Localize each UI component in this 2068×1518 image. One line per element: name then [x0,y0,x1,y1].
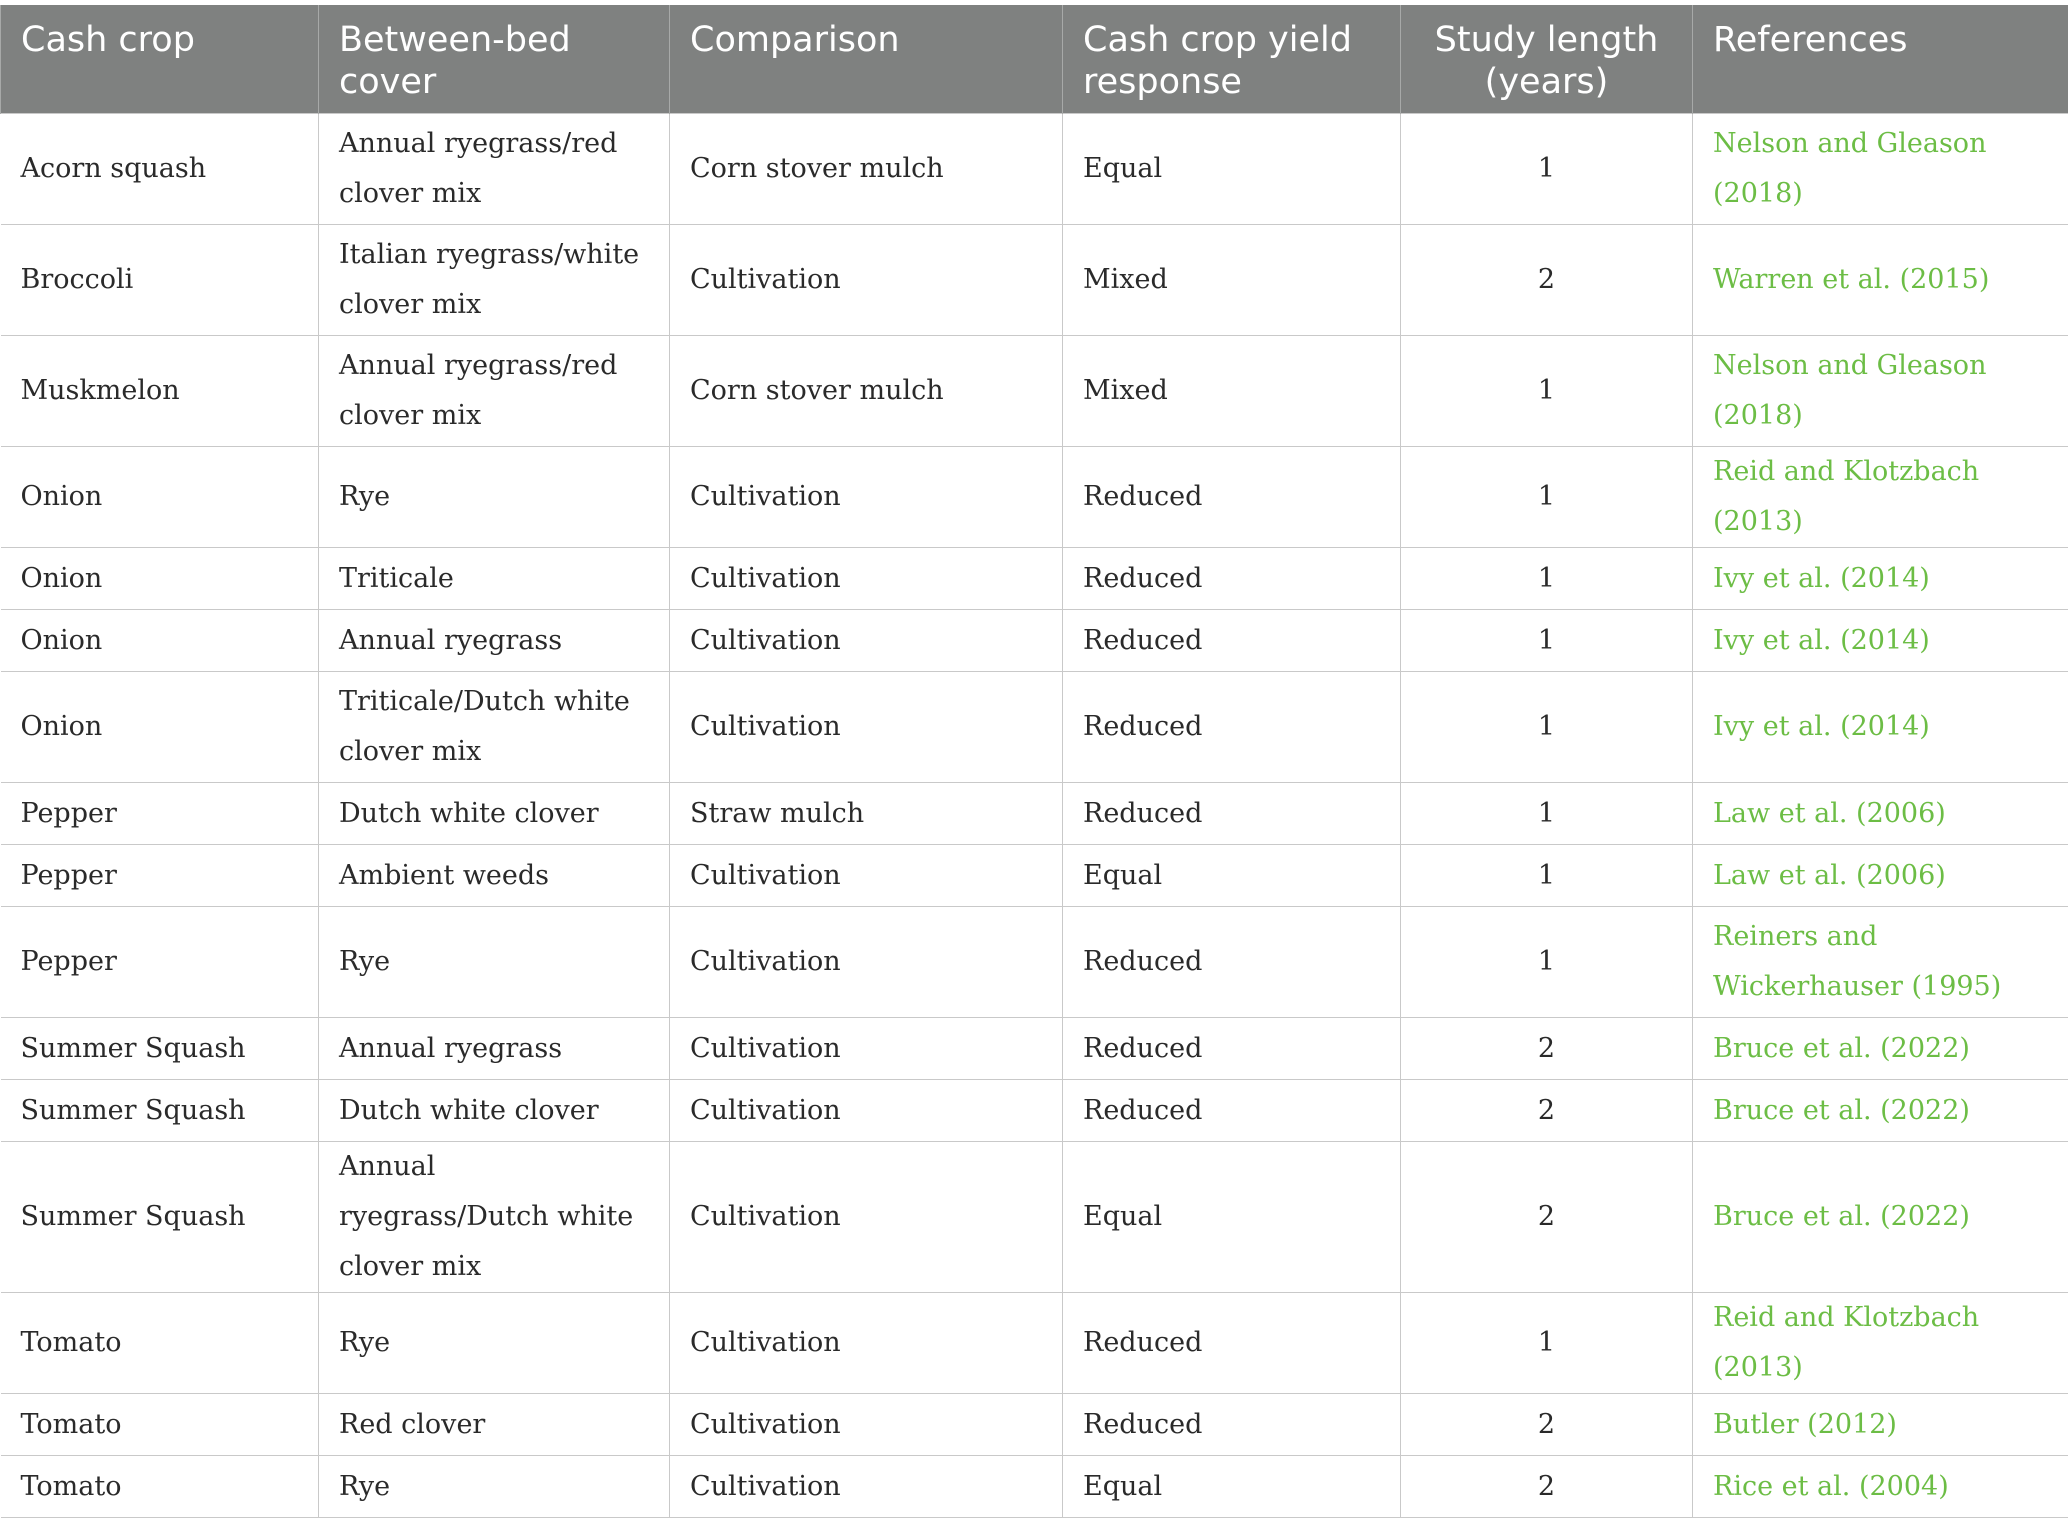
reference-link[interactable]: Rice et al. (2004) [1693,1456,2068,1518]
table-row [1,225,2068,336]
cell-comparison: Cultivation [670,845,1063,907]
cell-yield-response: Reduced [1063,610,1401,672]
cell-cash-crop: Tomato [1,1456,319,1518]
cell-between-bed-cover: Rye [319,907,670,1018]
cell-comparison: Cultivation [670,1293,1063,1394]
cell-between-bed-cover: Annual ryegrass/red clover mix [319,114,670,225]
cell-cash-crop: Summer Squash [1,1018,319,1080]
header-study-length: Study length (years) [1401,5,1693,114]
cell-cash-crop: Muskmelon [1,336,319,447]
reference-link[interactable]: Law et al. (2006) [1693,783,2068,845]
table-row [1,783,2068,845]
cell-between-bed-cover: Annual ryegrass [319,610,670,672]
cell-cash-crop: Onion [1,548,319,610]
cell-cash-crop: Tomato [1,1394,319,1456]
header-row [1,5,2068,114]
cell-study-length: 1 [1401,783,1693,845]
cell-yield-response: Reduced [1063,1394,1401,1456]
cell-yield-response: Reduced [1063,672,1401,783]
cell-cash-crop: Onion [1,610,319,672]
data-table-container [0,5,2068,1518]
reference-link[interactable]: Bruce et al. (2022) [1693,1080,2068,1142]
reference-link[interactable]: Nelson and Gleason (2018) [1693,336,2068,447]
cell-comparison: Cultivation [670,1394,1063,1456]
cell-study-length: 2 [1401,1080,1693,1142]
table-row [1,336,2068,447]
cell-comparison: Cultivation [670,610,1063,672]
table-row [1,1293,2068,1394]
cell-yield-response: Reduced [1063,1018,1401,1080]
reference-link[interactable]: Butler (2012) [1693,1394,2068,1456]
cell-comparison: Cultivation [670,548,1063,610]
cell-cash-crop: Pepper [1,783,319,845]
cell-yield-response: Equal [1063,1456,1401,1518]
header-cash-crop: Cash crop [1,5,319,114]
cell-yield-response: Reduced [1063,783,1401,845]
cell-between-bed-cover: Red clover [319,1394,670,1456]
cell-cash-crop: Pepper [1,907,319,1018]
cell-study-length: 1 [1401,114,1693,225]
table-row [1,1018,2068,1080]
cell-study-length: 2 [1401,1142,1693,1293]
cell-study-length: 1 [1401,447,1693,548]
cell-yield-response: Equal [1063,845,1401,907]
cell-study-length: 2 [1401,1394,1693,1456]
reference-link[interactable]: Ivy et al. (2014) [1693,610,2068,672]
cell-between-bed-cover: Dutch white clover [319,783,670,845]
reference-link[interactable]: Warren et al. (2015) [1693,225,2068,336]
reference-link[interactable]: Reid and Klotzbach (2013) [1693,1293,2068,1394]
cell-between-bed-cover: Rye [319,1456,670,1518]
reference-link[interactable]: Ivy et al. (2014) [1693,548,2068,610]
cell-between-bed-cover: Annual ryegrass [319,1018,670,1080]
cell-comparison: Cultivation [670,1142,1063,1293]
cell-cash-crop: Broccoli [1,225,319,336]
table-row [1,1080,2068,1142]
cover-crop-yield-table [0,5,2068,1518]
cell-comparison: Cultivation [670,225,1063,336]
cell-between-bed-cover: Rye [319,1293,670,1394]
table-row [1,447,2068,548]
cell-yield-response: Reduced [1063,1080,1401,1142]
cell-yield-response: Reduced [1063,548,1401,610]
cell-yield-response: Reduced [1063,447,1401,548]
cell-study-length: 1 [1401,336,1693,447]
cell-yield-response: Mixed [1063,336,1401,447]
table-row [1,845,2068,907]
cell-cash-crop: Onion [1,672,319,783]
cell-study-length: 1 [1401,548,1693,610]
table-row [1,672,2068,783]
cell-between-bed-cover: Annual ryegrass/red clover mix [319,336,670,447]
cell-study-length: 1 [1401,907,1693,1018]
cell-yield-response: Reduced [1063,907,1401,1018]
cell-between-bed-cover: Triticale/Dutch white clover mix [319,672,670,783]
cell-cash-crop: Onion [1,447,319,548]
cell-comparison: Corn stover mulch [670,336,1063,447]
cell-study-length: 1 [1401,610,1693,672]
cell-yield-response: Equal [1063,114,1401,225]
table-header [1,5,2068,114]
cell-study-length: 2 [1401,1456,1693,1518]
cell-yield-response: Reduced [1063,1293,1401,1394]
cell-cash-crop: Summer Squash [1,1142,319,1293]
cell-study-length: 2 [1401,225,1693,336]
cell-comparison: Corn stover mulch [670,114,1063,225]
reference-link[interactable]: Law et al. (2006) [1693,845,2068,907]
cell-comparison: Cultivation [670,1456,1063,1518]
cell-comparison: Cultivation [670,672,1063,783]
cell-yield-response: Mixed [1063,225,1401,336]
cell-comparison: Cultivation [670,447,1063,548]
cell-between-bed-cover: Ambient weeds [319,845,670,907]
table-row [1,1456,2068,1518]
table-row [1,1394,2068,1456]
cell-study-length: 2 [1401,1018,1693,1080]
table-row [1,907,2068,1018]
cell-study-length: 1 [1401,845,1693,907]
header-yield-response: Cash crop yield response [1063,5,1401,114]
cell-comparison: Cultivation [670,1018,1063,1080]
cell-cash-crop: Summer Squash [1,1080,319,1142]
header-comparison: Comparison [670,5,1063,114]
cell-comparison: Straw mulch [670,783,1063,845]
cell-cash-crop: Pepper [1,845,319,907]
cell-between-bed-cover: Dutch white clover [319,1080,670,1142]
table-row [1,1142,2068,1293]
reference-link[interactable]: Ivy et al. (2014) [1693,672,2068,783]
cell-between-bed-cover: Triticale [319,548,670,610]
reference-link[interactable]: Reiners and Wickerhauser (1995) [1693,907,2068,1018]
header-between-bed-cover: Between-bed cover [319,5,670,114]
reference-link[interactable]: Reid and Klotzbach (2013) [1693,447,2068,548]
reference-link[interactable]: Bruce et al. (2022) [1693,1018,2068,1080]
cell-study-length: 1 [1401,1293,1693,1394]
cell-cash-crop: Acorn squash [1,114,319,225]
table-body [1,114,2068,1518]
table-row [1,548,2068,610]
reference-link[interactable]: Bruce et al. (2022) [1693,1142,2068,1293]
cell-between-bed-cover: Annual ryegrass/Dutch white clover mix [319,1142,670,1293]
cell-cash-crop: Tomato [1,1293,319,1394]
reference-link[interactable]: Nelson and Gleason (2018) [1693,114,2068,225]
cell-comparison: Cultivation [670,1080,1063,1142]
cell-study-length: 1 [1401,672,1693,783]
table-row [1,114,2068,225]
cell-yield-response: Equal [1063,1142,1401,1293]
cell-comparison: Cultivation [670,907,1063,1018]
header-references: References [1693,5,2068,114]
cell-between-bed-cover: Italian ryegrass/white clover mix [319,225,670,336]
cell-between-bed-cover: Rye [319,447,670,548]
table-row [1,610,2068,672]
